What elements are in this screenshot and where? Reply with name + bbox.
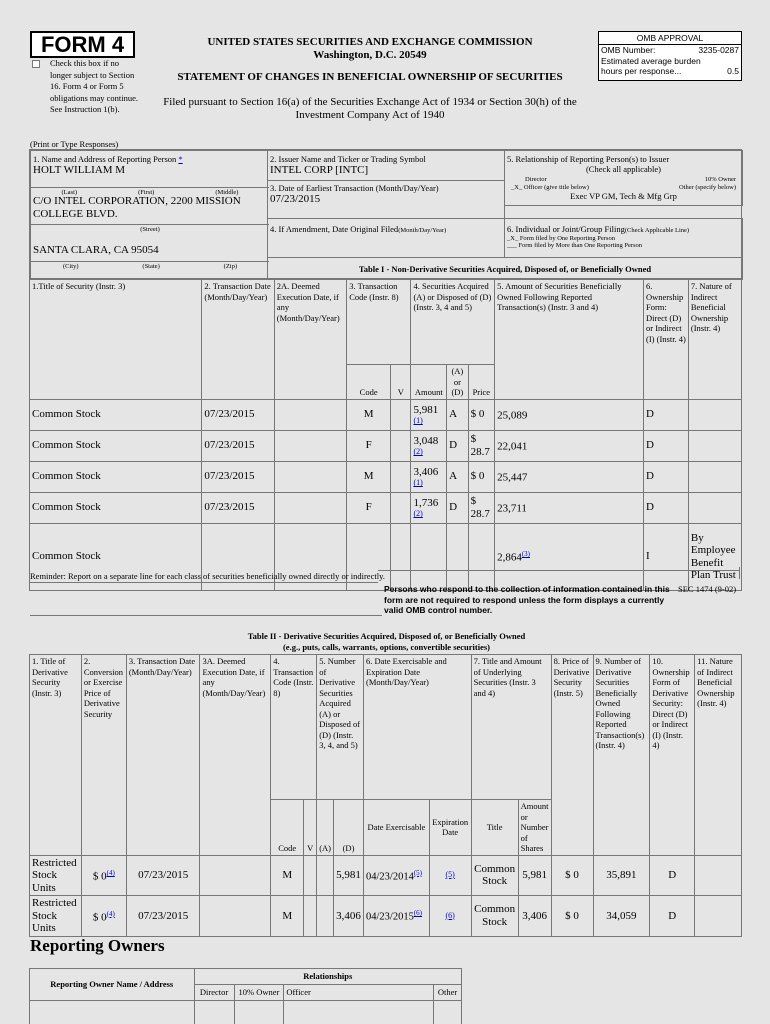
omb-burden-row: [599, 56, 741, 67]
t2-sh-amount: Amount or Number of Shares: [518, 800, 551, 856]
group-filing-one[interactable]: _X_ Form filed by One Reporting Person: [507, 234, 615, 242]
t1-price-cell: $ 28.7: [468, 492, 495, 523]
t2-title-cell: Restricted Stock Units: [30, 896, 82, 937]
t1-owned-cell: [495, 430, 644, 461]
t2-sh-d: (D): [334, 800, 364, 856]
reporting-person-cell: [30, 150, 268, 280]
t1-ad-cell: [447, 523, 468, 590]
earliest-date-label: 3. Date of Earliest Transaction (Month/Day/Year): [270, 183, 439, 193]
t1-owned-footnote[interactable]: (3): [521, 550, 530, 559]
t1-ad-cell: D: [447, 430, 468, 461]
t2-expiration-cell[interactable]: (6): [429, 896, 471, 937]
owner-row-other: [433, 1001, 461, 1024]
t1-h-form: 6. Ownership Form: Direct (D) or Indirect (I) (Instr. 4): [644, 280, 689, 400]
owner-row-director: [194, 1001, 234, 1024]
t1-amount-cell: [411, 461, 447, 492]
reporting-person-name: HOLT WILLIAM M: [33, 164, 126, 176]
t1-title-cell: Common Stock: [30, 399, 202, 430]
statement-title: STATEMENT OF CHANGES IN BENEFICIAL OWNERSHIP OF SECURITIES: [177, 71, 563, 83]
street-label: (Street): [31, 224, 269, 234]
t1-date-cell: 07/23/2015: [202, 492, 274, 523]
t1-h-date: 2. Transaction Date (Month/Day/Year): [202, 280, 274, 400]
amendment-cell: [267, 218, 505, 258]
owner-row-tenpct: [234, 1001, 284, 1024]
t1-owned-cell: [495, 461, 644, 492]
table1-non-derivative: [29, 279, 742, 591]
owner-officer-header: Officer: [284, 985, 434, 1001]
omb-number-label: OMB Number:: [601, 45, 656, 55]
no-longer-subject-checkbox[interactable]: [32, 60, 40, 68]
t1-date-cell: 07/23/2015: [202, 461, 274, 492]
issuer-label: 2. Issuer Name and Ticker or Trading Symbol: [270, 154, 426, 164]
reminder-note: Reminder: Report on a separate line for each class of securities beneficially owned directly or indirectly.: [30, 571, 385, 581]
officer-option[interactable]: _X_ Officer (give title below): [511, 183, 589, 191]
table2-row: [30, 855, 742, 896]
t1-form-cell: D: [644, 430, 689, 461]
owner-other-header: Other: [433, 985, 461, 1001]
t2-exercisable-cell: [364, 896, 430, 937]
t2-sh-expiration: Expiration Date: [429, 800, 471, 856]
city-field-labels: [31, 261, 269, 271]
t1-title-cell: Common Stock: [30, 523, 202, 590]
t2-v-cell: [304, 896, 317, 937]
t1-title-cell: Common Stock: [30, 461, 202, 492]
omb-number-row: [599, 45, 741, 56]
t1-amount-footnote[interactable]: (2): [413, 509, 423, 519]
city-label: (City): [62, 263, 79, 270]
t2-h-title: 1. Title of Derivative Security (Instr. 3): [30, 655, 82, 856]
t2-date-cell: 07/23/2015: [126, 896, 200, 937]
issuer-cell: [267, 150, 505, 181]
table2-subtitle: (e.g., puts, calls, warrants, options, convertible securities): [282, 641, 491, 652]
table1-row: [30, 430, 742, 461]
table2-title: Table II - Derivative Securities Acquired, Disposed of, or Beneficially Owned: [247, 631, 526, 641]
t1-h-title: 1.Title of Security (Instr. 3): [30, 280, 202, 400]
t2-dprice-cell: $ 0: [551, 855, 593, 896]
t1-code-cell: F: [347, 430, 391, 461]
omb-approval-box: [598, 31, 742, 81]
t1-owned-cell: [495, 399, 644, 430]
reminder-rule: [378, 570, 740, 571]
t2-d-cell: 3,406: [334, 896, 364, 937]
t2-utitle-cell: Common Stock: [471, 896, 518, 937]
group-filing-more[interactable]: ___ Form filed by More than One Reporting Person: [507, 242, 643, 249]
t2-sh-v: V: [304, 800, 317, 856]
t2-code-cell: M: [271, 896, 304, 937]
t2-code-cell: M: [271, 855, 304, 896]
t1-h-deemed: 2A. Deemed Execution Date, if any (Month/Day/Year): [274, 280, 346, 400]
t1-deemed-cell: [274, 399, 346, 430]
t1-sh-code: Code: [347, 365, 391, 400]
t2-price-footnote[interactable]: (4): [106, 909, 115, 918]
t2-expiration-cell[interactable]: (5): [429, 855, 471, 896]
t1-owned-value: 2,864: [497, 552, 522, 565]
reminder-right-rule: [739, 567, 740, 579]
t2-sh-title: Title: [471, 800, 518, 856]
sec-heading-line1: UNITED STATES SECURITIES AND EXCHANGE COMMISSION: [207, 36, 533, 48]
t1-price-cell: $ 0: [468, 399, 495, 430]
t2-exercisable-value: 04/23/2015: [366, 911, 414, 923]
t2-d-cell: 5,981: [334, 855, 364, 896]
sec-number: SEC 1474 (9-02): [678, 584, 737, 594]
t1-amount-footnote[interactable]: (1): [413, 416, 423, 426]
table2-row: [30, 896, 742, 937]
t1-ad-cell: A: [447, 461, 468, 492]
t2-nature-cell: [695, 855, 742, 896]
table2-derivative: [29, 654, 742, 937]
table1-row: [30, 399, 742, 430]
t1-nature-cell: [688, 492, 741, 523]
amendment-small: (Month/Day/Year): [398, 227, 447, 234]
t2-a-cell: [317, 896, 334, 937]
filed-line2: Investment Company Act of 1940: [295, 108, 445, 121]
t1-sh-amount: Amount: [411, 365, 447, 400]
t1-nature-cell: By Employee Benefit Plan Trust: [688, 523, 741, 590]
t2-date-cell: 07/23/2015: [126, 855, 200, 896]
t2-h-deemed: 3A. Deemed Execution Date, if any (Month/Day/Year): [200, 655, 271, 856]
t2-sh-exercisable: Date Exercisable: [364, 800, 430, 856]
t1-deemed-cell: [274, 461, 346, 492]
owner-row-officer: [284, 1001, 434, 1024]
zip-label: (Zip): [223, 263, 238, 270]
t2-h-underlying: 7. Title and Amount of Underlying Securities (Instr. 3 and 4): [471, 655, 551, 800]
t2-h-owned: 9. Number of Derivative Securities Beneficially Owned Following Reported Transaction(s) (Instr. 4): [593, 655, 650, 856]
t1-amount-value: 5,981: [413, 403, 439, 416]
owner-tenpct-header: 10% Owner: [234, 985, 284, 1001]
t1-amount-cell: [411, 492, 447, 523]
group-filing-label: 6. Individual or Joint/Group Filing: [507, 224, 625, 234]
t1-h-nature: 7. Nature of Indirect Beneficial Ownership (Instr. 4): [688, 280, 741, 400]
t1-amount-value: 3,406: [413, 465, 439, 478]
officer-title: Exec VP GM, Tech & Mfg Grp: [570, 191, 677, 201]
t2-dprice-cell: $ 0: [551, 896, 593, 937]
t1-deemed-cell: [274, 430, 346, 461]
filed-pursuant: [150, 96, 590, 121]
t1-v-cell: [391, 461, 411, 492]
persons-underline: [30, 615, 382, 616]
t2-exercisable-value: 04/23/2014: [366, 871, 414, 883]
owner-row-name: [30, 1001, 195, 1024]
t2-price-value: $ 0: [92, 870, 107, 883]
t2-deemed-cell: [200, 896, 271, 937]
t2-v-cell: [304, 855, 317, 896]
omb-hours-row: [599, 66, 741, 77]
t2-price-footnote[interactable]: (4): [106, 869, 115, 878]
earliest-date-cell: [267, 180, 505, 219]
t1-h-acquired: 4. Securities Acquired (A) or Disposed of (D) (Instr. 3, 4 and 5): [411, 280, 495, 365]
sec-heading: [170, 36, 570, 61]
t2-deemed-cell: [200, 855, 271, 896]
reporting-owners-table: [29, 968, 462, 1024]
relationship-label: 5. Relationship of Reporting Person(s) to Issuer: [507, 154, 670, 164]
t1-amount-cell: [411, 399, 447, 430]
omb-burden-label: Estimated average burden: [601, 55, 701, 66]
t2-a-cell: [317, 855, 334, 896]
table1-row: [30, 492, 742, 523]
t1-ad-cell: A: [447, 399, 468, 430]
checkbox-note: Check this box if no longer subject to Section 16. Form 4 or Form 5 obligations may continue. See Instruction 1(b).: [50, 58, 139, 114]
owner-name-header: Reporting Owner Name / Address: [30, 969, 195, 1001]
t1-amount-footnote[interactable]: (2): [413, 447, 423, 457]
relationship-row1: [507, 174, 740, 184]
t2-price-cell: [81, 896, 126, 937]
omb-hours-value: 0.5: [727, 66, 739, 76]
t2-exercisable-footnote[interactable]: (5): [413, 868, 423, 877]
omb-title: OMB APPROVAL: [599, 32, 741, 45]
t1-v-cell: [391, 492, 411, 523]
t1-amount-cell: [411, 430, 447, 461]
t2-uamount-cell: 3,406: [518, 896, 551, 937]
t2-utitle-cell: Common Stock: [471, 855, 518, 896]
t2-nature-cell: [695, 896, 742, 937]
t1-owned-value: 22,041: [497, 441, 528, 454]
amendment-label: 4. If Amendment, Date Original Filed: [270, 224, 399, 234]
tenpct-option[interactable]: 10% Owner: [704, 176, 736, 183]
t1-code-cell: M: [347, 461, 391, 492]
t1-form-cell: D: [644, 492, 689, 523]
t2-price-cell: [81, 855, 126, 896]
t1-h-code: 3. Transaction Code (Instr. 8): [347, 280, 411, 365]
earliest-date-value: 07/23/2015: [270, 193, 321, 205]
t1-owned-value: 23,711: [497, 503, 527, 516]
reminder-underline: [30, 582, 378, 583]
reporting-person-label-text: 1. Name and Address of Reporting Person: [33, 154, 177, 164]
first-label: (First): [138, 189, 155, 196]
t1-amount-value: 1,736: [413, 496, 439, 509]
t2-form-cell: D: [650, 855, 695, 896]
t1-title-cell: Common Stock: [30, 492, 202, 523]
t1-date-cell: 07/23/2015: [202, 399, 274, 430]
relationship-cell: [504, 150, 743, 206]
t2-price-value: $ 0: [92, 911, 107, 924]
t1-deemed-cell: [274, 492, 346, 523]
t1-owned-cell: [495, 492, 644, 523]
print-note: (Print or Type Responses): [30, 139, 119, 149]
t2-sh-a: (A): [317, 800, 334, 856]
t2-h-conversion: 2. Conversion or Exercise Price of Derivative Security: [81, 655, 126, 856]
t1-form-cell: D: [644, 461, 689, 492]
t2-form-cell: D: [650, 896, 695, 937]
t2-owned-cell: 35,891: [593, 855, 650, 896]
reporting-address: C/O INTEL CORPORATION, 2200 MISSION COLLEGE BLVD.: [33, 195, 241, 220]
t1-nature-cell: [688, 461, 741, 492]
relationship-row2: [507, 184, 740, 192]
t2-h-form: 10. Ownership Form of Derivative Security: Direct (D) or Indirect (I) (Instr. 4): [650, 655, 695, 856]
t1-amount-value: 3,048: [413, 434, 439, 447]
t1-v-cell: [391, 430, 411, 461]
t2-h-exercisable: 6. Date Exercisable and Expiration Date (Month/Day/Year): [364, 655, 472, 800]
t1-code-cell: M: [347, 399, 391, 430]
t2-uamount-cell: 5,981: [518, 855, 551, 896]
t2-h-number: 5. Number of Derivative Securities Acquired (A) or Disposed of (D) (Instr. 3, 4, and 5): [317, 655, 364, 800]
t1-price-cell: $ 0: [468, 461, 495, 492]
table2-heading: [30, 631, 743, 652]
t1-amount-footnote[interactable]: (1): [413, 478, 423, 488]
relationship-sub: (Check all applicable): [585, 164, 662, 174]
reporting-city: SANTA CLARA, CA 95054: [33, 244, 159, 256]
omb-hours-label: hours per response...: [601, 66, 682, 76]
t1-amount-cell: [411, 523, 447, 590]
reporting-person-section: [29, 149, 742, 279]
t1-ad-cell: D: [447, 492, 468, 523]
t1-v-cell: [391, 399, 411, 430]
t1-title-cell: Common Stock: [30, 430, 202, 461]
t1-price-cell: [468, 523, 495, 590]
t1-sh-v: V: [391, 365, 411, 400]
filed-line1: Filed pursuant to Section 16(a) of the Securities Exchange Act of 1934 or Section 30(h) of the: [163, 96, 577, 108]
t2-sh-code: Code: [271, 800, 304, 856]
table1-row: [30, 461, 742, 492]
t1-sh-aord: (A) or (D): [447, 365, 468, 400]
t2-title-cell: Restricted Stock Units: [30, 855, 82, 896]
t1-h-owned: 5. Amount of Securities Beneficially Owned Following Reported Transaction(s) (Instr. 3 and 4): [495, 280, 644, 400]
relationships-header: Relationships: [194, 969, 461, 985]
reporting-owners-title: Reporting Owners: [30, 936, 165, 955]
t2-h-nature: 11. Nature of Indirect Beneficial Ownership (Instr. 4): [695, 655, 742, 856]
t2-exercisable-footnote[interactable]: (6): [413, 909, 423, 918]
group-filing-cell: [504, 218, 743, 258]
t2-owned-cell: 34,059: [593, 896, 650, 937]
issuer-value: INTEL CORP [INTC]: [270, 164, 369, 176]
t1-nature-cell: [688, 399, 741, 430]
last-label: (Last): [61, 189, 78, 196]
t1-code-cell: F: [347, 492, 391, 523]
reporting-person-footnote[interactable]: *: [178, 154, 183, 164]
owner-director-header: Director: [194, 985, 234, 1001]
group-filing-small: (Check Applicable Line): [624, 227, 690, 234]
director-option[interactable]: Director: [525, 176, 547, 183]
t2-exercisable-cell: [364, 855, 430, 896]
t1-date-cell: 07/23/2015: [202, 430, 274, 461]
omb-number-value: 3235-0287: [698, 45, 739, 55]
persons-note: Persons who respond to the collection of information contained in this form are not required to respond unless the form displays a currently valid OMB control number.: [384, 584, 670, 615]
sec-heading-line2: Washington, D.C. 20549: [313, 48, 427, 61]
t1-form-cell: I: [644, 523, 689, 590]
t1-nature-cell: [688, 430, 741, 461]
middle-label: (Middle): [215, 189, 239, 196]
t1-owned-value: 25,089: [497, 410, 528, 423]
t2-h-code: 4. Transaction Code (Instr. 8): [271, 655, 317, 800]
t2-h-price: 8. Price of Derivative Security (Instr. 5): [551, 655, 593, 856]
form-title: FORM 4: [30, 31, 135, 58]
t1-owned-cell: [495, 523, 644, 590]
t1-price-cell: $ 28.7: [468, 430, 495, 461]
t1-owned-value: 25,447: [497, 472, 528, 485]
reporting-person-label: [31, 151, 267, 164]
state-label: (State): [142, 263, 160, 270]
t1-form-cell: D: [644, 399, 689, 430]
table1-title: Table I - Non-Derivative Securities Acquired, Disposed of, or Beneficially Owned: [267, 257, 743, 280]
t1-sh-price: Price: [468, 365, 495, 400]
other-option[interactable]: Other (specify below): [678, 183, 736, 191]
t2-h-date: 3. Transaction Date (Month/Day/Year): [126, 655, 200, 856]
t1-v-cell: [391, 523, 411, 590]
